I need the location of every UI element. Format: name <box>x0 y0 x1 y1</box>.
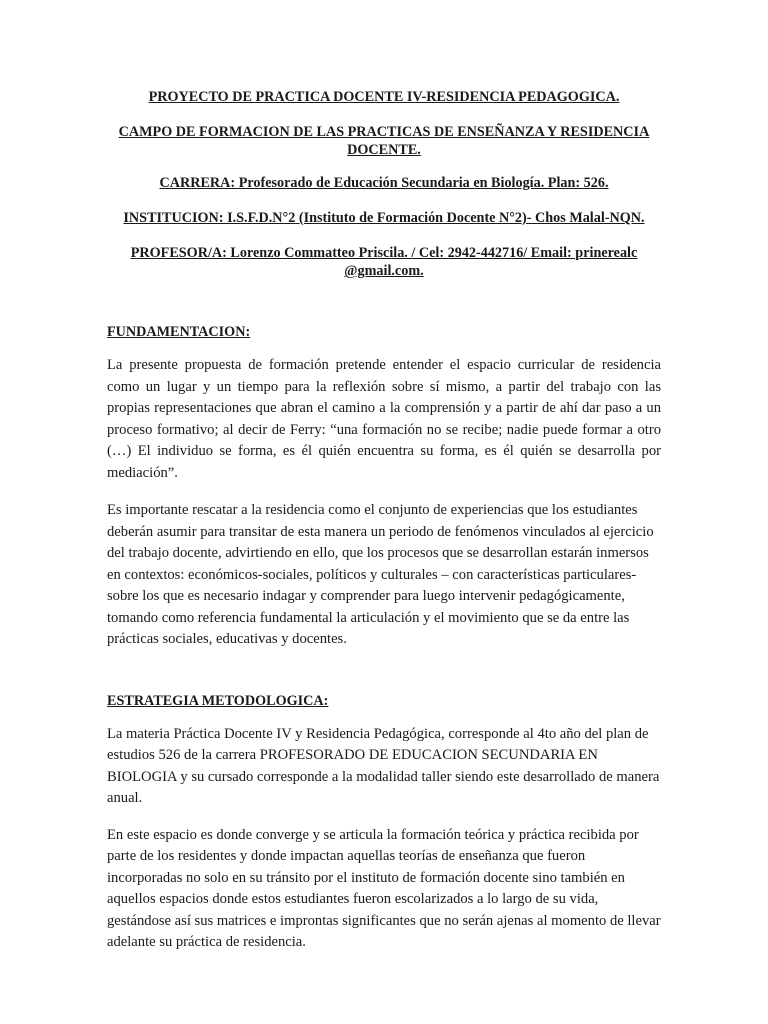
field-title: CAMPO DE FORMACION DE LAS PRACTICAS DE ENSEÑANZA Y RESIDENCIA DOCENTE. <box>118 124 650 158</box>
professor-line: PROFESOR/A: Lorenzo Commatteo Priscila. / Cel: 2942-442716/ Email: prinerealc @gmail.com. <box>130 245 638 279</box>
institution-line: INSTITUCION: I.S.F.D.N°2 (Instituto de Formación Docente N°2)- Chos Malal-NQN. <box>123 210 645 226</box>
fundamentacion-heading: FUNDAMENTACION: <box>107 324 251 340</box>
project-title: PROYECTO DE PRACTICA DOCENTE IV-RESIDENCIA PEDAGOGICA. <box>148 89 620 105</box>
estrategia-paragraph-1: La materia Práctica Docente IV y Residencia Pedagógica, corresponde al 4to año del plan de estudios 526 de la carrera PROFESORADO DE EDUCACION SECUNDARIA EN BIOLOGIA y su cursado corresponde a la modalidad taller siendo este desarrollado de manera anual. <box>107 725 660 806</box>
estrategia-heading: ESTRATEGIA METODOLOGICA: <box>107 692 329 709</box>
fundamentacion-paragraph-1: La presente propuesta de formación pretende entender el espacio curricular de residencia como un lugar y un tiempo para la reflexión sobre sí mismo, a partir del trabajo con las propias representaciones que abran el camino a la comprensión y a partir de ahí dar paso a un proceso formativo; al decir de Ferry: “una formación no se recibe; nadie puede formar a otro (…) El individuo se forma, es él quién encuentra su forma, es él quién se desarrolla por mediación”. <box>107 357 661 481</box>
career-line: CARRERA: Profesorado de Educación Secundaria en Biología. Plan: 526. <box>159 175 609 191</box>
estrategia-paragraph-2: En este espacio es donde converge y se articula la formación teórica y práctica recibida por parte de los residentes y donde impactan aquellas teorías de enseñanza que fueron incorporadas no solo en su tránsito por el instituto de formación docente sino también en aquellos espacios donde estos estudiantes fueron escolarizados a lo largo de su vida, gestándose así sus matrices e improntas significantes que no serán ajenas al momento de llevar adelante su práctica de residencia. <box>107 826 661 950</box>
fundamentacion-paragraph-2: Es importante rescatar a la residencia como el conjunto de experiencias que los estudiantes deberán asumir para transitar de esta manera un periodo de fenómenos vinculados al ejercicio del trabajo docente, advirtiendo en ello, que los procesos que se desarrollan estarán inmersos en contextos: económicos-sociales, políticos y culturales – con características particulares- sobre los que es necesario indagar y comprender para luego intervenir pedagógicamente, tomando como referencia fundamental la articulación y el movimiento que se da entre las prácticas sociales, educativas y docentes. <box>107 502 654 647</box>
document-header <box>107 88 661 280</box>
